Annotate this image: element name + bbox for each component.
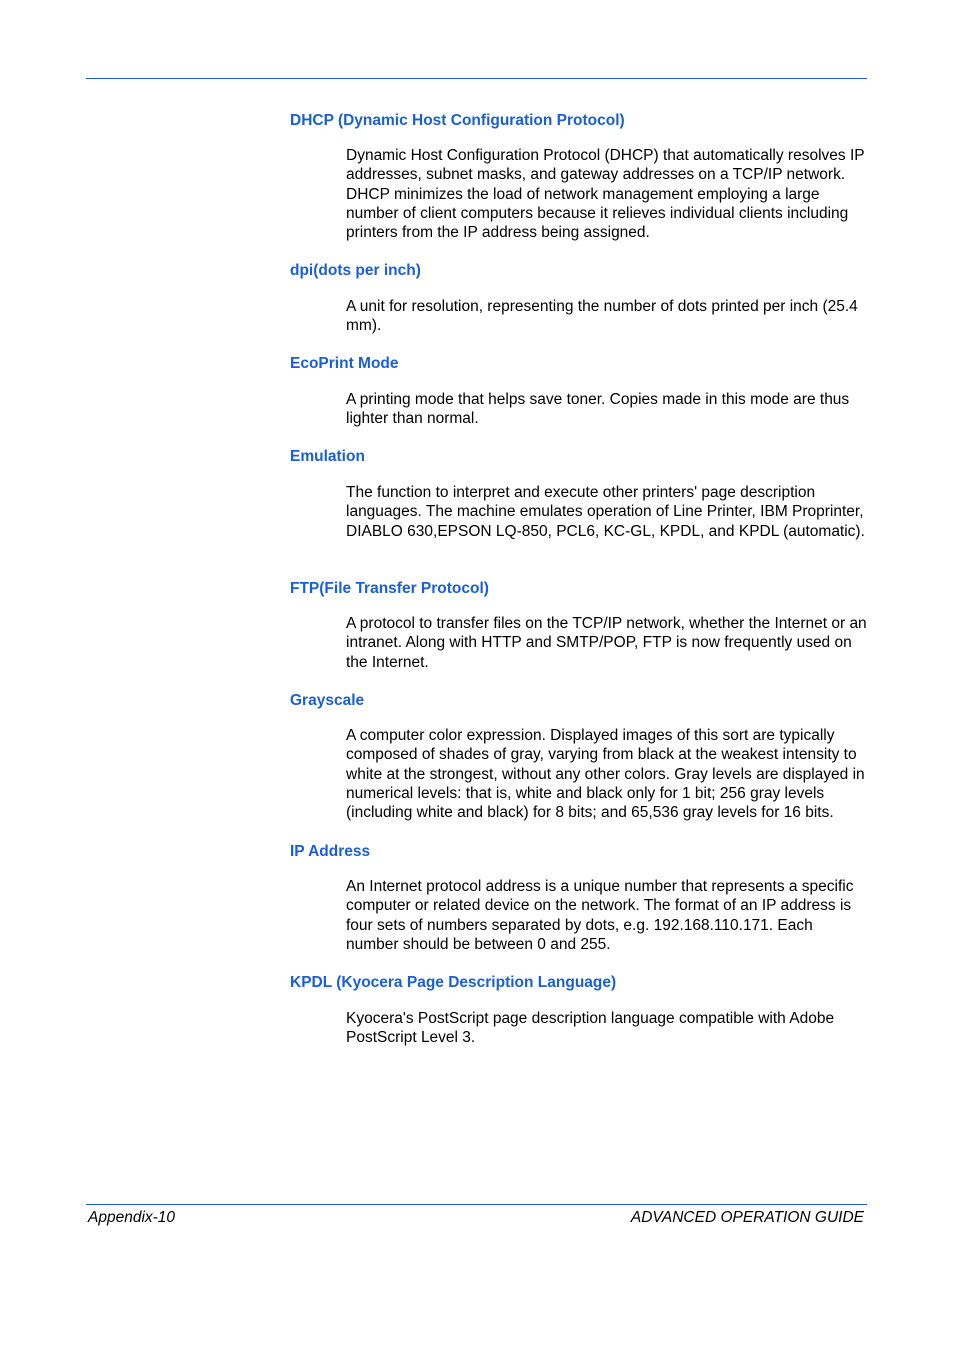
footer-guide-title: ADVANCED OPERATION GUIDE [630, 1209, 864, 1226]
glossary-description: The function to interpret and execute other printers' page description languages. The machine emulates operation of Line Printer, IBM Proprinter, DIABLO 630,EPSON LQ-850, PCL6, KC-GL, KPDL, and KPDL (automatic). [346, 484, 865, 540]
glossary-description: A printing mode that helps save toner. Copies made in this mode are thus lighter than normal. [346, 391, 850, 428]
glossary-term: DHCP (Dynamic Host Configuration Protocol) [290, 112, 625, 129]
glossary-term: IP Address [290, 843, 371, 860]
glossary-term: Grayscale [290, 692, 365, 709]
glossary-term: Emulation [290, 448, 365, 465]
glossary-term: EcoPrint Mode [290, 355, 399, 372]
footer-page-label: Appendix-10 [88, 1209, 176, 1226]
header-rule [86, 78, 867, 79]
glossary-description: A protocol to transfer files on the TCP/IP network, whether the Internet or an intranet. Along with HTTP and SMTP/POP, FTP is now frequently used on the Internet. [346, 615, 867, 671]
glossary-description: A unit for resolution, representing the number of dots printed per inch (25.4 mm). [346, 298, 858, 335]
glossary-term: KPDL (Kyocera Page Description Language) [290, 974, 617, 991]
glossary-description: A computer color expression. Displayed images of this sort are typically composed of shades of gray, varying from black at the weakest intensity to white at the strongest, without any other colors. Gray levels are displayed in numerical levels: that is, white and black only for 1 bit; 256 gray levels (including white and black) for 8 bits; and 65,536 gray levels for 16 bits. [346, 727, 865, 822]
footer-rule [86, 1204, 867, 1205]
glossary-description: Kyocera's PostScript page description language compatible with Adobe PostScript Level 3. [346, 1010, 835, 1047]
glossary-term: FTP(File Transfer Protocol) [290, 580, 489, 597]
glossary-description: Dynamic Host Configuration Protocol (DHCP) that automatically resolves IP addresses, subnet masks, and gateway addresses on a TCP/IP network. DHCP minimizes the load of network management employing a large number of client computers because it relieves individual clients including printers from the IP address being assigned. [346, 147, 865, 242]
glossary-description: An Internet protocol address is a unique number that represents a specific computer or related device on the network. The format of an IP address is four sets of numbers separated by dots, e.g. 192.168.110.171. Each number should be between 0 and 255. [346, 878, 854, 953]
glossary-term: dpi(dots per inch) [290, 262, 421, 279]
